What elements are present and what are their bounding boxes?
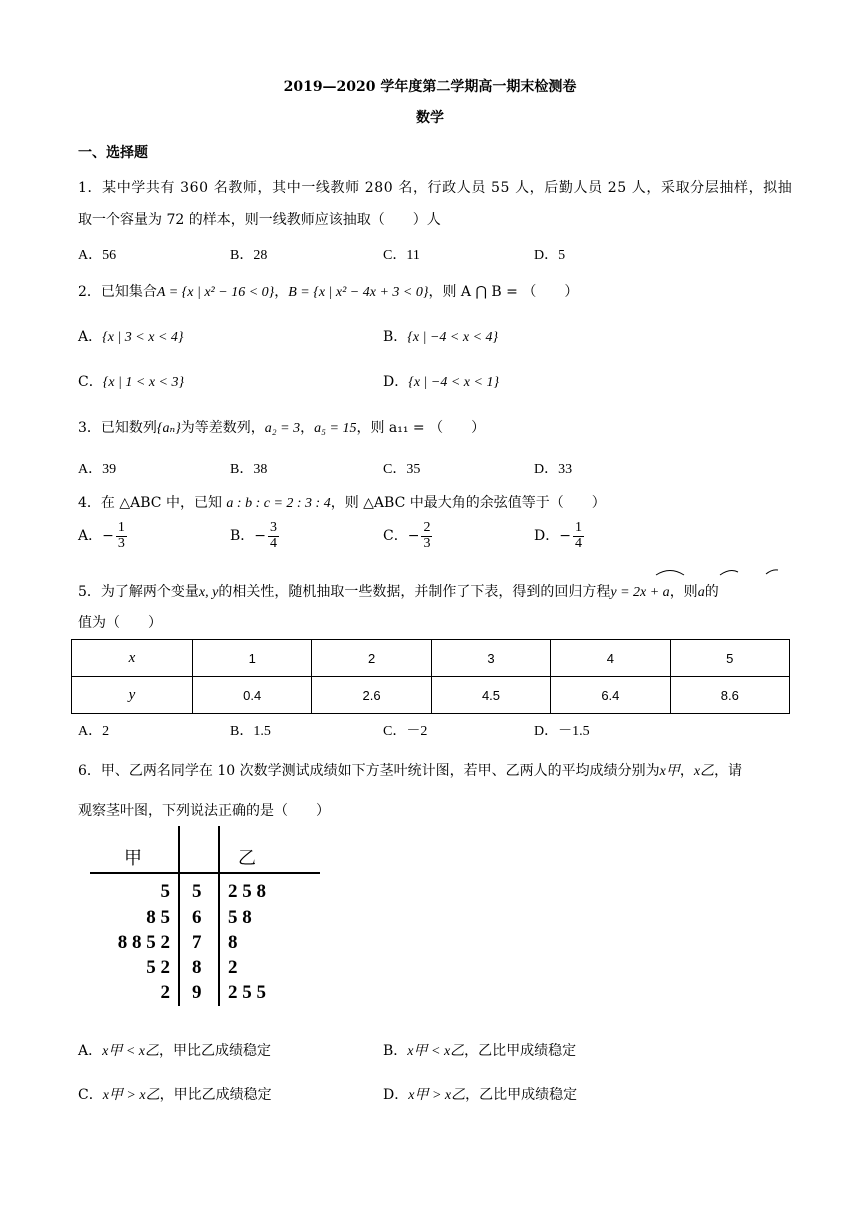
stem-row5: 9	[192, 982, 202, 1003]
table-cell: 2.6	[312, 677, 431, 714]
header-rule	[90, 872, 320, 874]
table-cell: 3	[431, 640, 550, 677]
q6-line2: 观察茎叶图，下列说法正确的是（ ）	[78, 803, 330, 819]
q2-option-a: A．{x | 3 < x < 4}	[78, 329, 184, 345]
q3-a2: a₂ = 3	[264, 421, 301, 436]
q5-vars: x, y	[198, 585, 219, 600]
q6-x-yi: x乙	[693, 764, 715, 779]
q2-set-b: B = {x | x² − 4x + 3 < 0}	[288, 285, 429, 300]
q3-sequence: {aₙ}	[156, 421, 181, 436]
q3-option-c: C．35	[383, 462, 421, 477]
leaf-right-row3: 8	[228, 932, 238, 953]
q2-stem	[78, 281, 578, 301]
q2-option-b: B．{x | −4 < x < 4}	[383, 329, 499, 345]
table-row	[72, 640, 790, 677]
table-cell: 8.6	[670, 677, 789, 714]
stem-row2: 6	[192, 907, 202, 928]
q1-option-d: D．5	[534, 248, 566, 263]
q3-a5: a₅ = 15	[314, 421, 357, 436]
q2-comma: ，	[274, 284, 289, 300]
q2-option-b-set: {x | −4 < x < 4}	[407, 330, 499, 345]
q4-ratio: a : b : c = 2 : 3 : 4	[226, 496, 331, 511]
q6-option-d: D．x甲 > x乙，乙比甲成绩稳定	[383, 1087, 578, 1103]
q2-set-a: A = {x | x² − 16 < 0}	[156, 285, 275, 300]
q6-x-jia: x甲	[659, 764, 680, 779]
subject-title: 数学	[416, 110, 444, 126]
leaf-left-row1: 5	[160, 881, 170, 902]
section-heading: 一、选择题	[78, 145, 148, 161]
table-cell: 6.4	[551, 677, 670, 714]
q3-option-d: D．33	[534, 462, 573, 477]
leaf-left-row5: 2	[160, 982, 170, 1003]
q4-option-a-numerator: 1	[117, 520, 125, 535]
q6-line1: 6．甲、乙两名同学在 10 次数学测试成绩如下方茎叶统计图，若甲、乙两人的平均成绩分别为x甲，x乙，请	[78, 763, 743, 779]
q5-line1: 5．为了解两个变量x, y的相关性，随机抽取一些数据，并制作了下表，得到的回归方程y = 2x + a，则a的	[78, 584, 719, 600]
q2-ask: ，则 A ⋂ B = （ ）	[428, 284, 579, 300]
q6-option-b: B．x甲 < x乙，乙比甲成绩稳定	[383, 1043, 577, 1059]
q4-stem: 4．在 △ABC 中，已知 a : b : c = 2 : 3 : 4，则 △ABC 中最大角的余弦值等于（ ）	[78, 495, 606, 511]
q2-option-a-set: {x | 3 < x < 4}	[102, 330, 184, 345]
q5-option-b: B．1.5	[230, 724, 271, 739]
q4-option-a: A．− $\frac{1}{3}$	[78, 520, 125, 551]
q2-option-d: D．{x | −4 < x < 1}	[383, 374, 500, 390]
q4-option-c: C．− $\frac{2}{3}$	[383, 520, 431, 551]
q6-option-a: A．x甲 < x乙，甲比乙成绩稳定	[78, 1043, 271, 1059]
q1-line1: 1．某中学共有 360 名教师，其中一线教师 280 名，行政人员 55 人，后勤人员 25 人，采取分层抽样，拟抽	[78, 180, 793, 196]
q2-prefix: 2．已知集合	[78, 284, 157, 300]
table-cell: 1	[193, 640, 312, 677]
q1-option-a: A．56	[78, 248, 117, 263]
leaf-right-row4: 2	[228, 957, 238, 978]
q2-option-c: C．{x | 1 < x < 3}	[78, 374, 185, 390]
q6-option-a-relation: x甲 < x乙	[102, 1044, 159, 1059]
q5-line2: 值为（ ）	[78, 615, 162, 631]
q5-option-c: C．－2	[383, 724, 428, 739]
stem-row1: 5	[192, 881, 202, 902]
q1-option-b: B．28	[230, 248, 268, 263]
stem-leaf-plot	[86, 826, 324, 1012]
table-cell: 4.5	[431, 677, 550, 714]
q4-option-d: D．− $\frac{1}{4}$	[534, 520, 582, 551]
right-header-yi: 乙	[238, 848, 256, 869]
left-header-jia: 甲	[124, 848, 142, 869]
hat-marks	[654, 563, 784, 579]
table-cell: 5	[670, 640, 789, 677]
q1-line2: 取一个容量为 72 的样本，则一线教师应该抽取（ ）人	[78, 212, 441, 228]
stem-row4: 8	[192, 957, 202, 978]
q3-option-b: B．38	[230, 462, 268, 477]
q4-option-d-numerator: 1	[574, 520, 582, 535]
leaf-left-row4: 5 2	[146, 957, 170, 978]
q5-regression-equation: y = 2x + a	[610, 585, 670, 600]
leaf-left-row2: 8 5	[146, 907, 170, 928]
q4-option-b: B．− $\frac{3}{4}$	[230, 520, 278, 551]
table-header-x: x	[72, 640, 193, 677]
table-cell: 2	[312, 640, 431, 677]
stem-row3: 7	[192, 932, 202, 953]
q4-option-b-numerator: 3	[270, 520, 278, 535]
q4-option-a-denominator: 3	[117, 535, 125, 551]
q6-option-c-relation: x甲 > x乙	[102, 1088, 160, 1103]
leaf-left-row3: 8 8 5 2	[117, 932, 170, 953]
q6-option-b-relation: x甲 < x乙	[407, 1044, 465, 1059]
stem-divider-right	[218, 826, 220, 1006]
table-header-y: y	[72, 677, 193, 714]
q6-option-c: C．x甲 > x乙，甲比乙成绩稳定	[78, 1087, 272, 1103]
q4-option-c-numerator: 2	[423, 520, 431, 535]
q5-option-d: D．－1.5	[534, 724, 590, 739]
table-row	[72, 677, 790, 714]
table-cell: 0.4	[193, 677, 312, 714]
exam-title: 2019—2020 学年度第二学期高一期末检测卷	[283, 79, 577, 95]
q5-data-table	[71, 639, 790, 714]
leaf-right-row1: 2 5 8	[228, 881, 266, 902]
q3-stem: 3．已知数列{aₙ}为等差数列，a₂ = 3，a₅ = 15，则 a₁₁ = （ ）	[78, 420, 486, 436]
q4-option-b-denominator: 4	[270, 535, 278, 551]
q6-option-d-relation: x甲 > x乙	[408, 1088, 466, 1103]
q3-option-a: A．39	[78, 462, 117, 477]
table-cell: 4	[551, 640, 670, 677]
q4-option-c-denominator: 3	[423, 535, 431, 551]
q5-a: a	[697, 585, 705, 600]
leaf-right-row2: 5 8	[228, 907, 252, 928]
leaf-right-row5: 2 5 5	[228, 982, 266, 1003]
q2-option-c-set: {x | 1 < x < 3}	[102, 375, 185, 390]
q1-option-c: C．11	[383, 248, 420, 263]
q5-option-a: A．2	[78, 724, 110, 739]
q2-option-d-set: {x | −4 < x < 1}	[408, 375, 500, 390]
stem-divider-left	[178, 826, 180, 1006]
q4-option-d-denominator: 4	[574, 535, 582, 551]
